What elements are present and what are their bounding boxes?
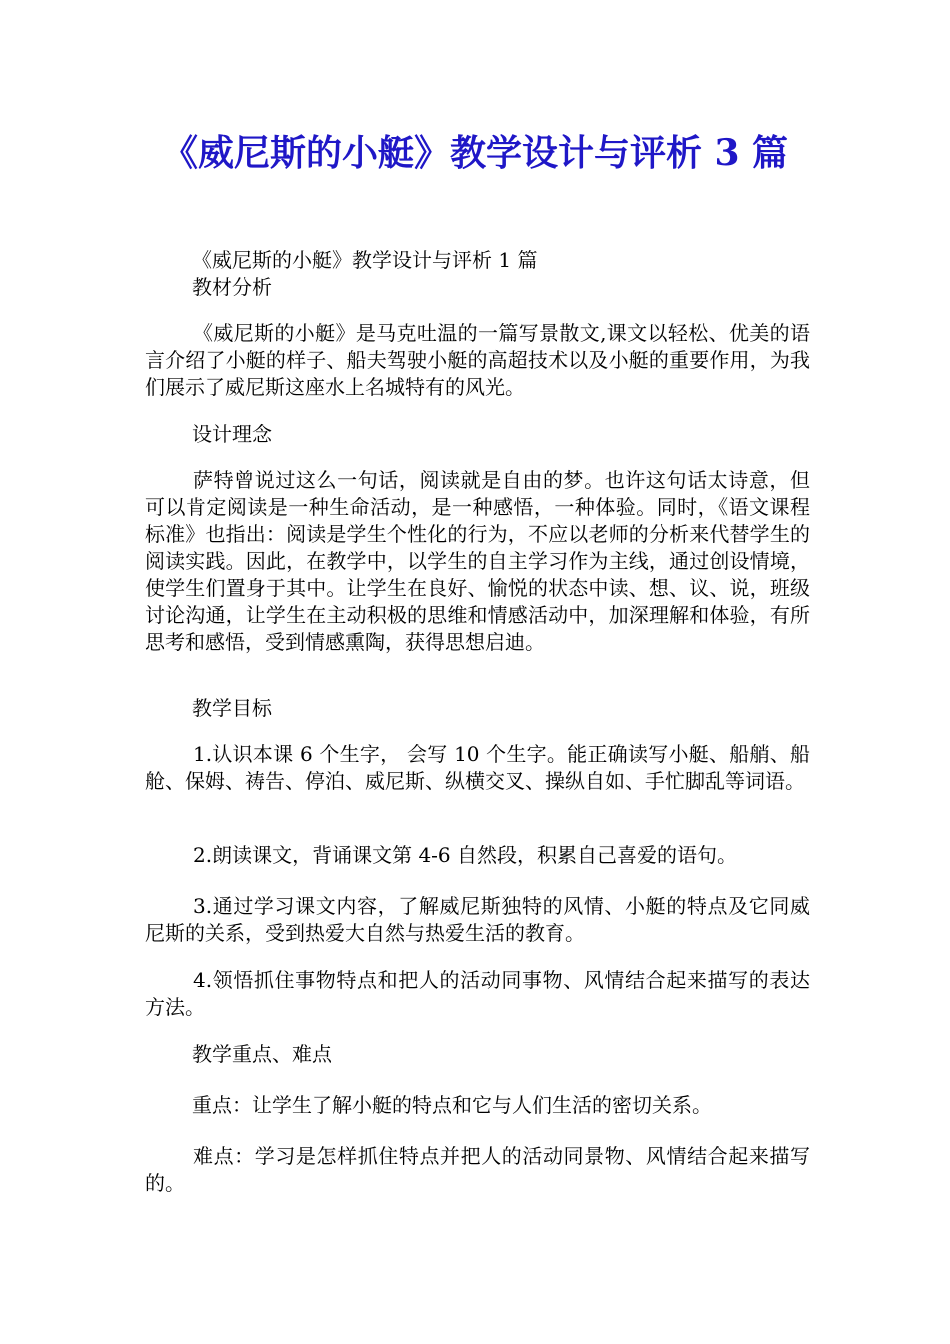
key-point-text: 重点：让学生了解小艇的特点和它与人们生活的密切关系。 — [192, 1093, 712, 1117]
paragraph-textbook-analysis: 《威尼斯的小艇》是马克吐温的一篇写景散文,课文以轻松、优美的语言介绍了小艇的样子、船夫驾驶小艇的高超技术以及小艇的重要作用，为我们展示了威尼斯这座水上名城特有的风光。 — [145, 321, 810, 399]
goal-item-3: 3.通过学习课文内容，了解威尼斯独特的风情、小艇的特点及它同威尼斯的关系，受到热爱大自然与热爱生活的教育。 — [145, 894, 810, 945]
goal-item-4: 4.领悟抓住事物特点和把人的活动同事物、风情结合起来描写的表达方法。 — [145, 968, 810, 1019]
heading-design-concept: 设计理念 — [192, 422, 272, 446]
heading-key-points: 教学重点、难点 — [192, 1042, 332, 1066]
difficulty-text: 难点：学习是怎样抓住特点并把人的活动同景物、风情结合起来描写的。 — [145, 1144, 810, 1195]
paragraph-design-concept: 萨特曾说过这么一句话，阅读就是自由的梦。也许这句话太诗意，但可以肯定阅读是一种生命活动，是一种感悟，一种体验。同时，《语文课程标准》也指出：阅读是学生个性化的行为，不应以老师的分析来代替学生的阅读实践。因此，在教学中，以学生的自主学习作为主线，通过创设情境，使学生们置身于其中。让学生在良好、愉悦的状态中读、想、议、说，班级讨论沟通，让学生在主动积极的思维和情感活动中，加深理解和体验，有所思考和感悟，受到情感熏陶，获得思想启迪。 — [145, 468, 810, 654]
subtitle: 《威尼斯的小艇》教学设计与评析 1 篇 — [192, 248, 538, 272]
goal-item-2: 2.朗读课文，背诵课文第 4-6 自然段，积累自己喜爱的语句。 — [193, 843, 738, 867]
heading-textbook-analysis: 教材分析 — [192, 275, 272, 299]
goal-item-1: 1.认识本课 6 个生字， 会写 10 个生字。能正确读写小艇、船艄、船舱、保姆、祷告、停泊、威尼斯、纵横交叉、操纵自如、手忙脚乱等词语。 — [145, 742, 810, 793]
document-title: 《威尼斯的小艇》教学设计与评析 3 篇 — [161, 132, 789, 174]
heading-teaching-goals: 教学目标 — [192, 696, 272, 720]
